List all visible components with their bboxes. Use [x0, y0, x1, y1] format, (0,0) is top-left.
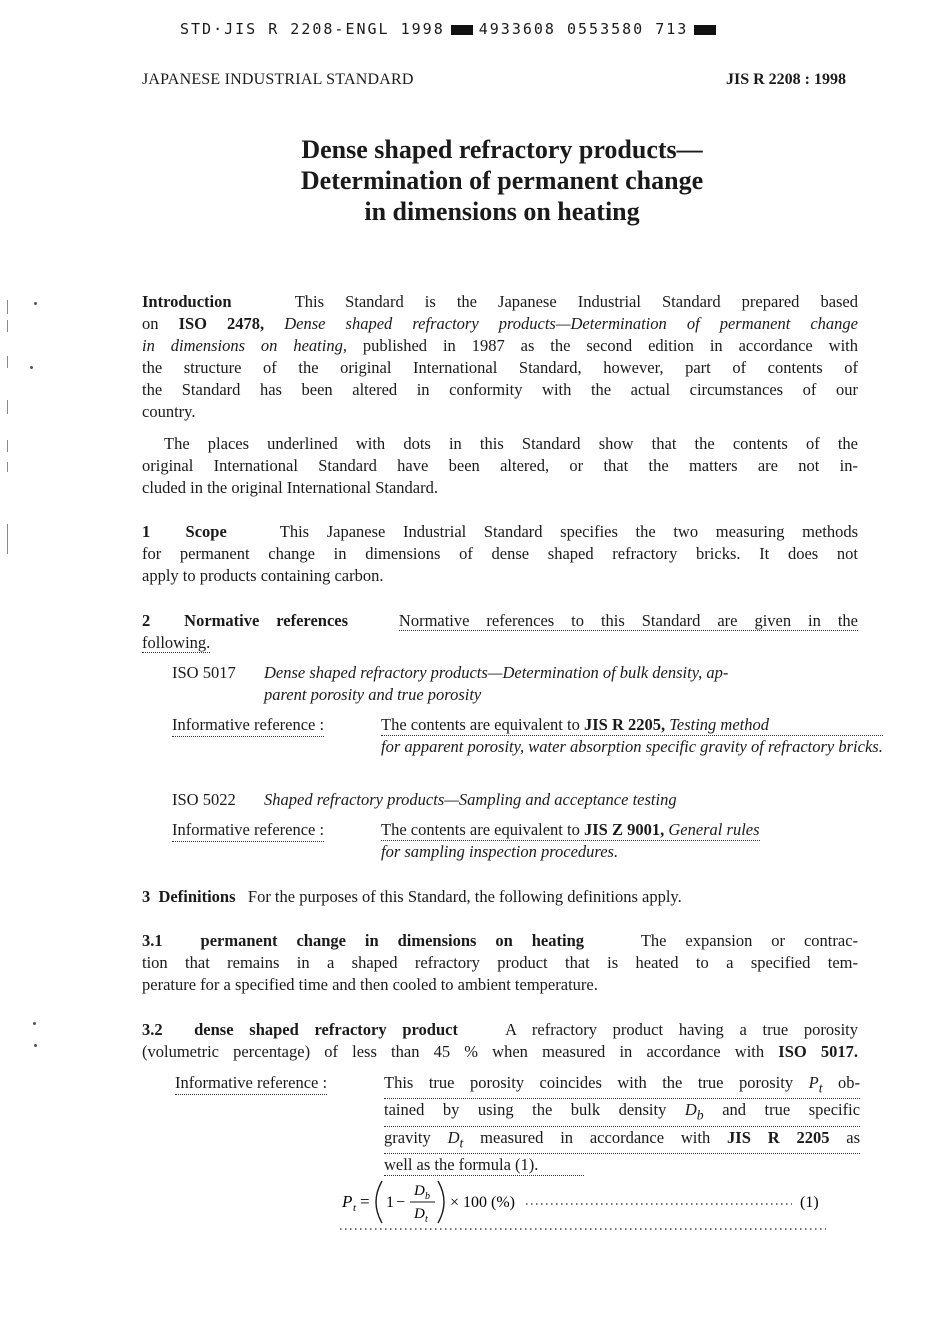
text-line: refractory bricks.: [767, 737, 883, 756]
text-line: [384, 1127, 860, 1154]
margin-mark: [7, 462, 8, 472]
inline-text: t: [459, 1134, 464, 1150]
formula-lhs-subscript: t: [353, 1202, 357, 1214]
inline-text: published in 1987 as the second edition in accordance with: [362, 336, 859, 355]
inline-text: as: [846, 1127, 861, 1147]
informative-reference-text: [381, 714, 883, 758]
inline-text: ISO 2478,: [178, 314, 265, 333]
text-line: cluded in the original International Standard.: [142, 478, 438, 497]
definition-3-1: [142, 930, 858, 996]
reference-title: parent porosity and true porosity: [264, 685, 482, 704]
text-line: [381, 819, 760, 841]
section-heading: Definitions: [158, 887, 236, 906]
formula-numerator: D: [414, 1183, 425, 1199]
informative-reference-label: Informative reference :: [172, 714, 324, 737]
margin-dot: [34, 1044, 37, 1047]
document-stamp: [180, 20, 722, 38]
inline-text: D: [684, 1100, 697, 1120]
text-line: country.: [142, 402, 196, 421]
formula-multiplier: × 100 (%): [450, 1194, 516, 1211]
text-line: for sampling inspection procedures.: [381, 842, 619, 861]
left-parenthesis: [376, 1181, 382, 1223]
inline-text: t: [818, 1080, 823, 1096]
text-line: The places underlined with dots in this Standard show that the contents of the: [164, 434, 858, 453]
text-line: [142, 632, 858, 654]
text-line: original International Standard have been altered, or that the matters are not in-: [142, 456, 858, 475]
margin-mark: [7, 440, 8, 452]
inline-text: 2: [142, 611, 151, 630]
formula-1: [340, 1175, 826, 1231]
inline-text: b: [696, 1107, 704, 1123]
equals-sign: =: [360, 1192, 370, 1211]
reference-id: ISO 5017: [172, 663, 236, 682]
text-line: apply to products containing carbon.: [142, 566, 384, 585]
text-line: [142, 930, 858, 952]
inline-text: Dense shaped refractory products—Determination of permanent change: [284, 314, 858, 333]
formula-one: 1: [386, 1194, 394, 1211]
text-line: perature for a specified time and then cooled to ambient temperature.: [142, 975, 598, 994]
inline-text: General rules: [668, 820, 760, 839]
minus-sign: −: [396, 1194, 406, 1211]
barcode-mark: [451, 25, 473, 35]
header-standard-number: JIS R 2208 : 1998: [725, 71, 846, 88]
inline-text: on: [142, 314, 159, 333]
stamp-code: 4933608 0553580 713: [478, 20, 689, 38]
inline-text: 3.1: [142, 931, 163, 950]
inline-text: A refractory product having a true porosity: [505, 1020, 859, 1039]
inline-text: and true specific: [722, 1100, 861, 1120]
page-title: [142, 134, 862, 227]
inline-text: ISO 5017.: [778, 1042, 859, 1061]
inline-text: JIS Z 9001,: [583, 820, 665, 839]
inline-text: For the purposes of this Standard, the following definitions apply.: [247, 887, 682, 906]
margin-dot: [34, 302, 37, 305]
text-line: [142, 1019, 858, 1041]
normative-references-section: [142, 610, 858, 654]
inline-text: 3: [142, 887, 151, 906]
inline-text: P: [808, 1073, 819, 1092]
margin-dot: [33, 1022, 36, 1025]
text-line: [384, 1072, 860, 1099]
reference-title: Dense shaped refractory products—Determination of bulk density, ap-: [264, 663, 729, 682]
text-line: [142, 886, 858, 908]
definitions-section: [142, 886, 858, 908]
text-line: [142, 313, 858, 335]
inline-text: measured in accordance with: [480, 1127, 711, 1147]
inline-text: D: [447, 1127, 460, 1147]
margin-dot: [30, 366, 33, 369]
inline-text: The contents are equivalent to: [381, 715, 580, 734]
inline-text: Testing method: [669, 715, 770, 734]
formula-lhs: P: [342, 1192, 353, 1211]
barcode-mark: [694, 25, 716, 35]
definition-term: dense shaped refractory product: [194, 1020, 458, 1039]
formula-denominator: D: [414, 1206, 425, 1222]
section-heading: Introduction: [142, 292, 232, 311]
stamp-prefix: STD·JIS R 2208-ENGL 1998: [180, 20, 445, 38]
inline-text: tained by using the bulk density: [384, 1100, 667, 1120]
text-line: [142, 335, 858, 357]
title-line: Dense shaped refractory products—: [301, 135, 703, 164]
introduction-paragraph-2: [142, 433, 858, 499]
section-heading: Normative references: [184, 611, 349, 630]
reference-title: Shaped refractory products—Sampling and acceptance testing: [264, 790, 677, 809]
inline-text: Normative references to this Standard are given in the: [398, 611, 859, 630]
informative-reference-text: [381, 819, 760, 863]
inline-text: The contents are equivalent to: [381, 820, 580, 839]
margin-mark: [7, 356, 8, 368]
text-line: [142, 1041, 858, 1063]
inline-text: in dimensions on heating,: [142, 336, 347, 355]
inline-text: 3.2: [142, 1020, 163, 1039]
inline-text: This Japanese Industrial Standard specifies the two measuring methods: [279, 522, 859, 541]
informative-reference-label: Informative reference :: [175, 1072, 327, 1095]
right-parenthesis: [438, 1181, 444, 1223]
inline-text: JIS R 2205: [727, 1127, 830, 1147]
margin-mark: [7, 320, 8, 332]
inline-text: This Standard is the Japanese Industrial Standard prepared based: [294, 292, 859, 311]
introduction-section: [142, 291, 858, 423]
text-line: the structure of the original International Standard, however, part of contents of: [142, 358, 858, 377]
text-line: for apparent porosity, water absorption specific gravity of: [381, 737, 764, 756]
inline-text: JIS R 2205,: [583, 715, 666, 734]
text-line: [384, 1099, 860, 1126]
formula-graphic: [340, 1175, 826, 1231]
text-line: well as the formula (1).: [384, 1154, 584, 1176]
section-heading: Scope: [185, 522, 227, 541]
text-line: [142, 610, 858, 632]
title-line: in dimensions on heating: [364, 197, 640, 226]
scope-section: [142, 521, 858, 587]
text-line: [142, 291, 858, 313]
formula-denominator-subscript: t: [425, 1214, 428, 1225]
inline-text: The expansion or contrac-: [640, 931, 859, 950]
margin-mark: [7, 300, 8, 314]
inline-text: following.: [142, 633, 211, 652]
inline-text: ob-: [838, 1073, 861, 1092]
inline-text: gravity: [384, 1127, 431, 1147]
inline-text: This true porosity coincides with the true porosity: [384, 1073, 794, 1092]
formula-label: (1): [800, 1194, 819, 1211]
definition-3-2: [142, 1019, 858, 1063]
text-line: the Standard has been altered in conformity with the actual circumstances of our: [142, 380, 858, 399]
informative-reference-text: [384, 1072, 860, 1176]
definition-term: permanent change in dimensions on heating: [200, 931, 585, 950]
margin-mark: [7, 400, 8, 414]
inline-text: 1: [142, 522, 151, 541]
header-left: JAPANESE INDUSTRIAL STANDARD: [142, 71, 414, 88]
formula-numerator-subscript: b: [425, 1191, 430, 1202]
title-line: Determination of permanent change: [300, 166, 704, 195]
informative-reference-label: Informative reference :: [172, 819, 324, 842]
text-line: [142, 521, 858, 543]
reference-id: ISO 5022: [172, 790, 236, 809]
margin-mark: [7, 524, 8, 554]
inline-text: (volumetric percentage) of less than 45 % when measured in accordance with: [142, 1042, 765, 1061]
text-line: tion that remains in a shaped refractory product that is heated to a specified tem-: [142, 953, 858, 972]
text-line: [381, 714, 883, 736]
text-line: for permanent change in dimensions of dense shaped refractory bricks. It does not: [142, 544, 858, 563]
